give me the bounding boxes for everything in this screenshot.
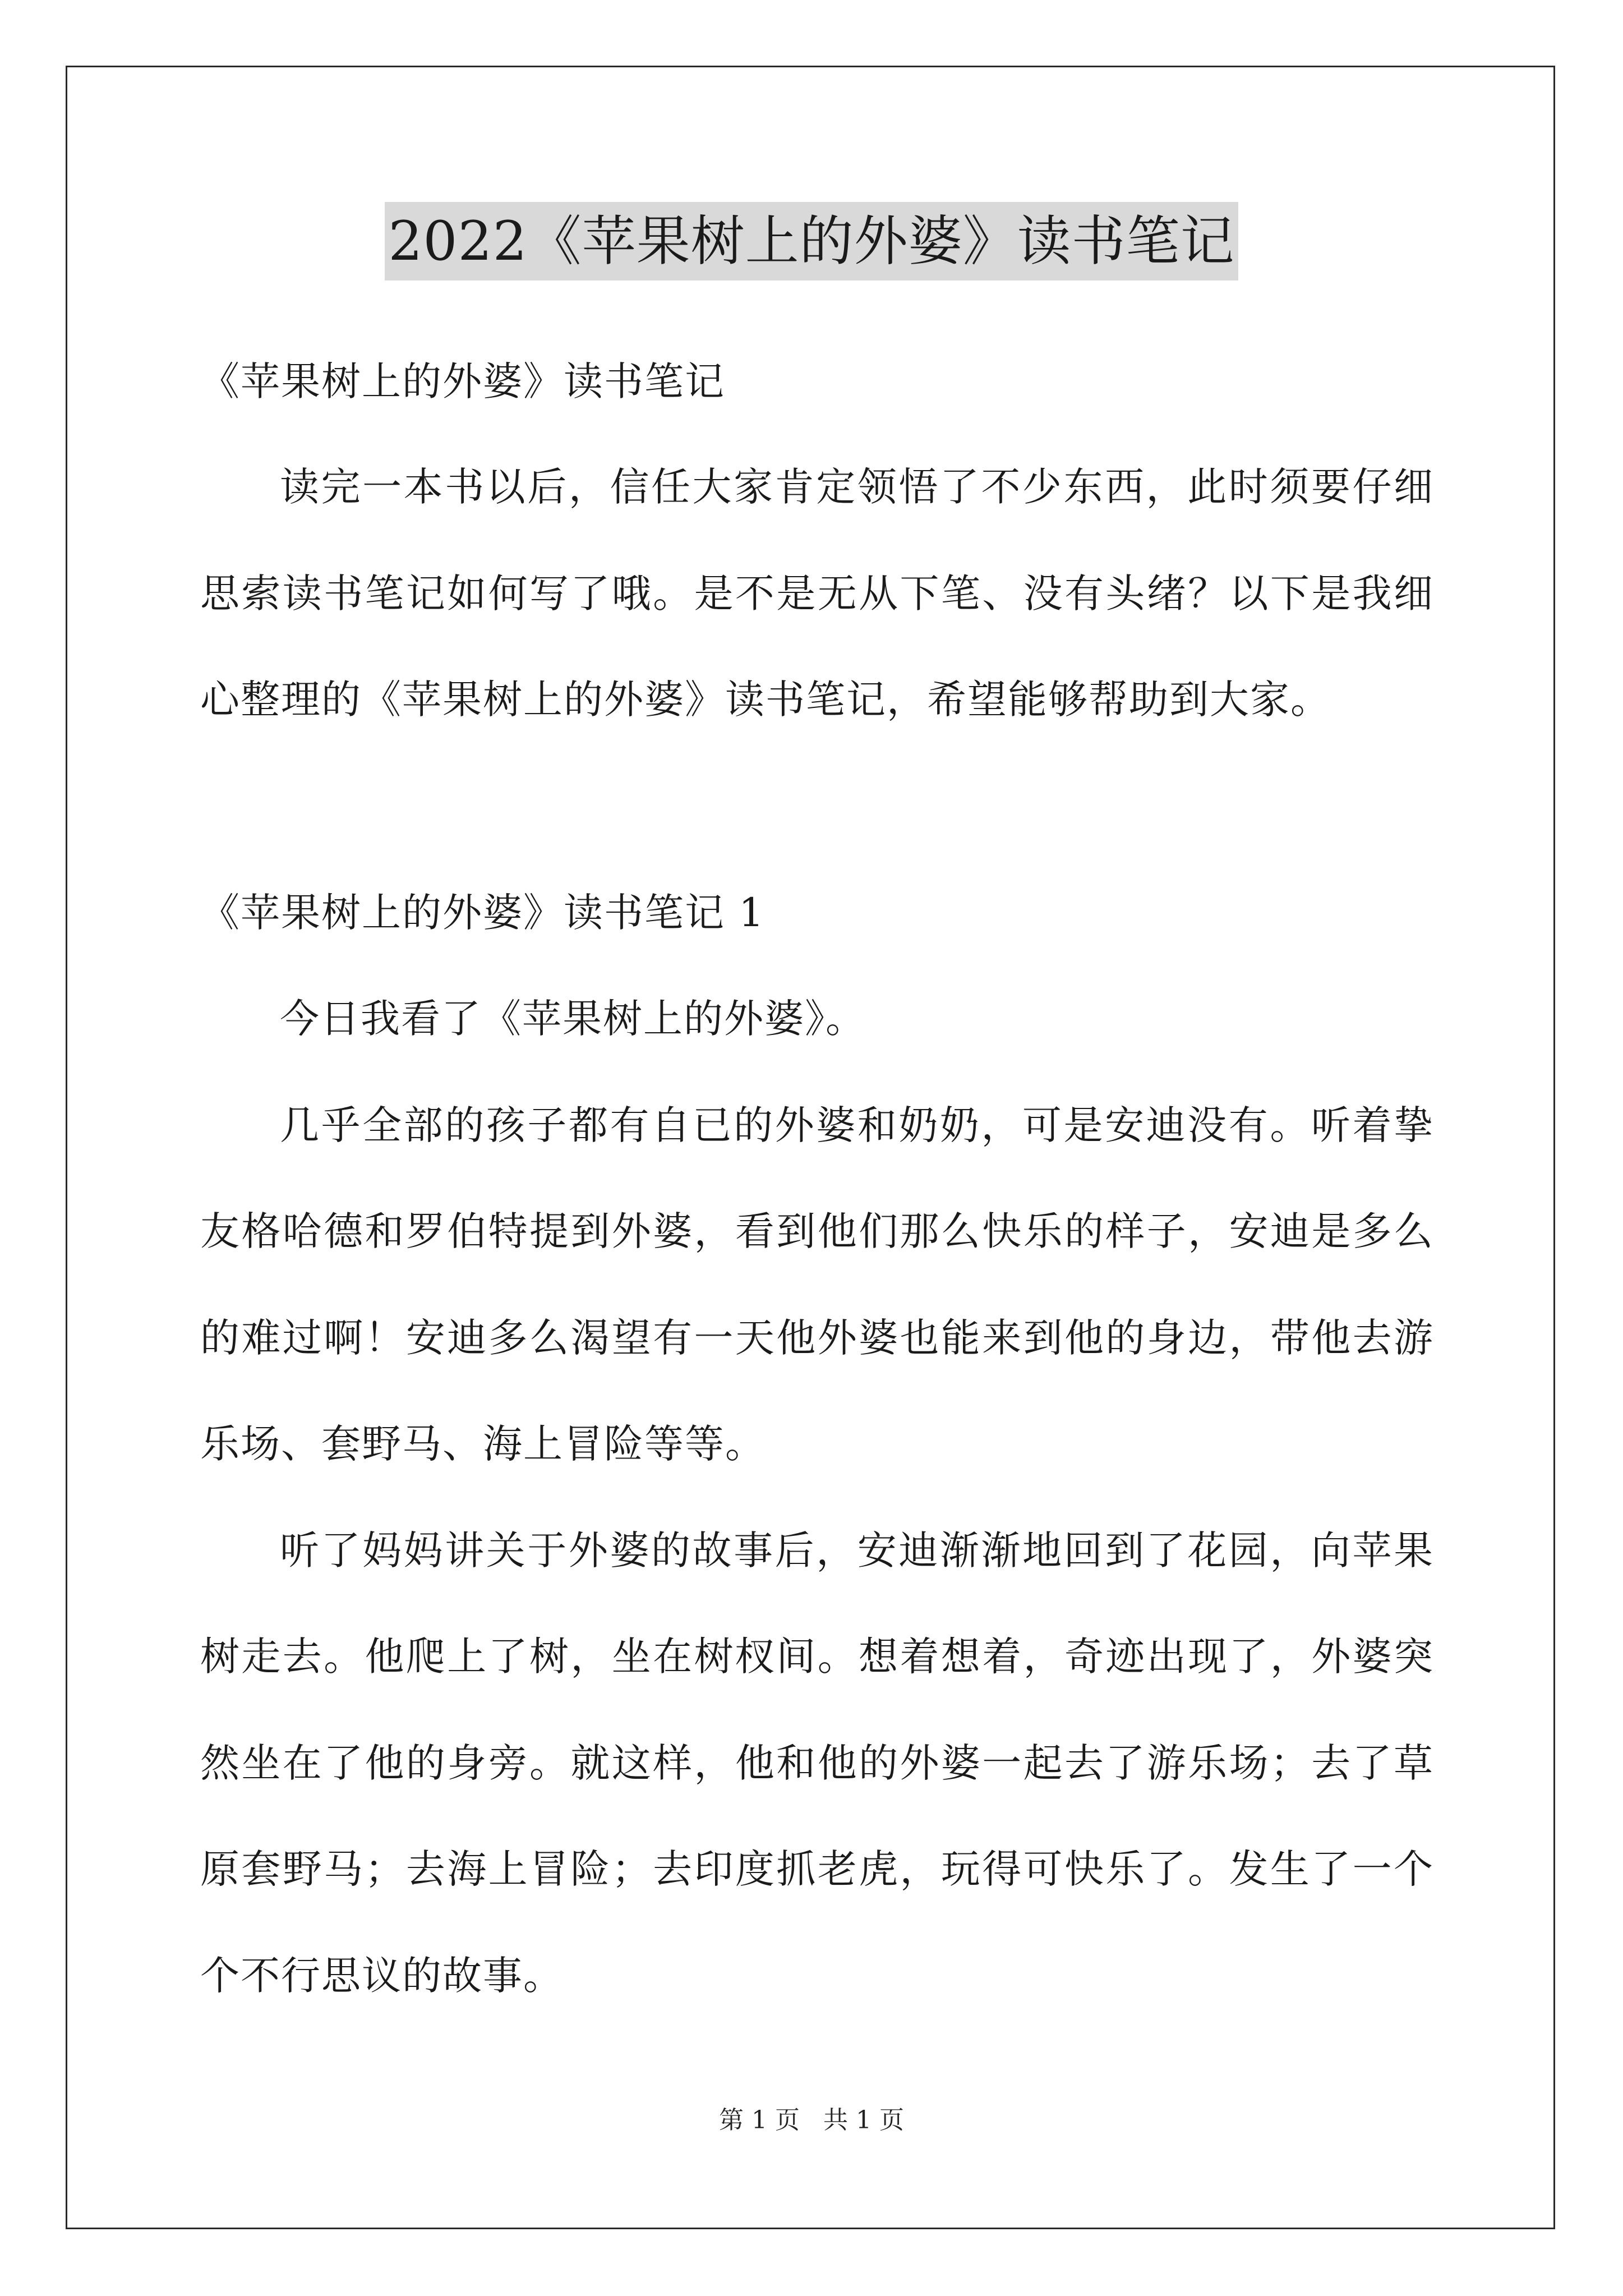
section1-p2-line-1: 几乎全部的孩子都有自已的外婆和奶奶，可是安迪没有。听着挚 [280, 1102, 1434, 1148]
section1-p2-line-4: 乐场、套野马、海上冒险等等。 [200, 1421, 766, 1467]
section1-p3-line-1: 听了妈妈讲关于外婆的故事后，安迪渐渐地回到了花园，向苹果 [280, 1527, 1434, 1573]
intro-line-1: 读完一本书以后，信任大家肯定领悟了不少东西，此时须要仔细 [280, 464, 1434, 510]
section1-paragraph-1: 今日我看了《苹果树上的外婆》。 [280, 996, 866, 1042]
section1-p3-line-2: 树走去。他爬上了树，坐在树杈间。想着想着，奇迹出现了，外婆突 [200, 1634, 1434, 1680]
page-number: 第 1 页 [719, 2106, 800, 2134]
section1-p2-line-2: 友格哈德和罗伯特提到外婆，看到他们那么快乐的样子，安迪是多么 [200, 1208, 1434, 1254]
section1-p3-line-5: 个不行思议的故事。 [200, 1953, 564, 1999]
intro-line-2: 思索读书笔记如何写了哦。是不是无从下笔、没有头绪？以下是我细 [200, 570, 1434, 616]
document-title: 2022《苹果树上的外婆》读书笔记 [385, 202, 1238, 280]
subtitle: 《苹果树上的外婆》读书笔记 [200, 358, 725, 404]
section1-p3-line-4: 原套野马；去海上冒险；去印度抓老虎，玩得可快乐了。发生了一个 [200, 1846, 1434, 1892]
section1-p2-line-3: 的难过啊！安迪多么渴望有一天他外婆也能来到他的身边，带他去游 [200, 1315, 1434, 1361]
page-footer [0, 2104, 1623, 2137]
intro-line-3: 心整理的《苹果树上的外婆》读书笔记，希望能够帮助到大家。 [200, 677, 1331, 723]
page-total: 共 1 页 [823, 2106, 904, 2134]
section1-heading: 《苹果树上的外婆》读书笔记 1 [200, 890, 765, 936]
section1-p3-line-3: 然坐在了他的身旁。就这样，他和他的外婆一起去了游乐场；去了草 [200, 1740, 1434, 1786]
title-container [0, 202, 1623, 280]
